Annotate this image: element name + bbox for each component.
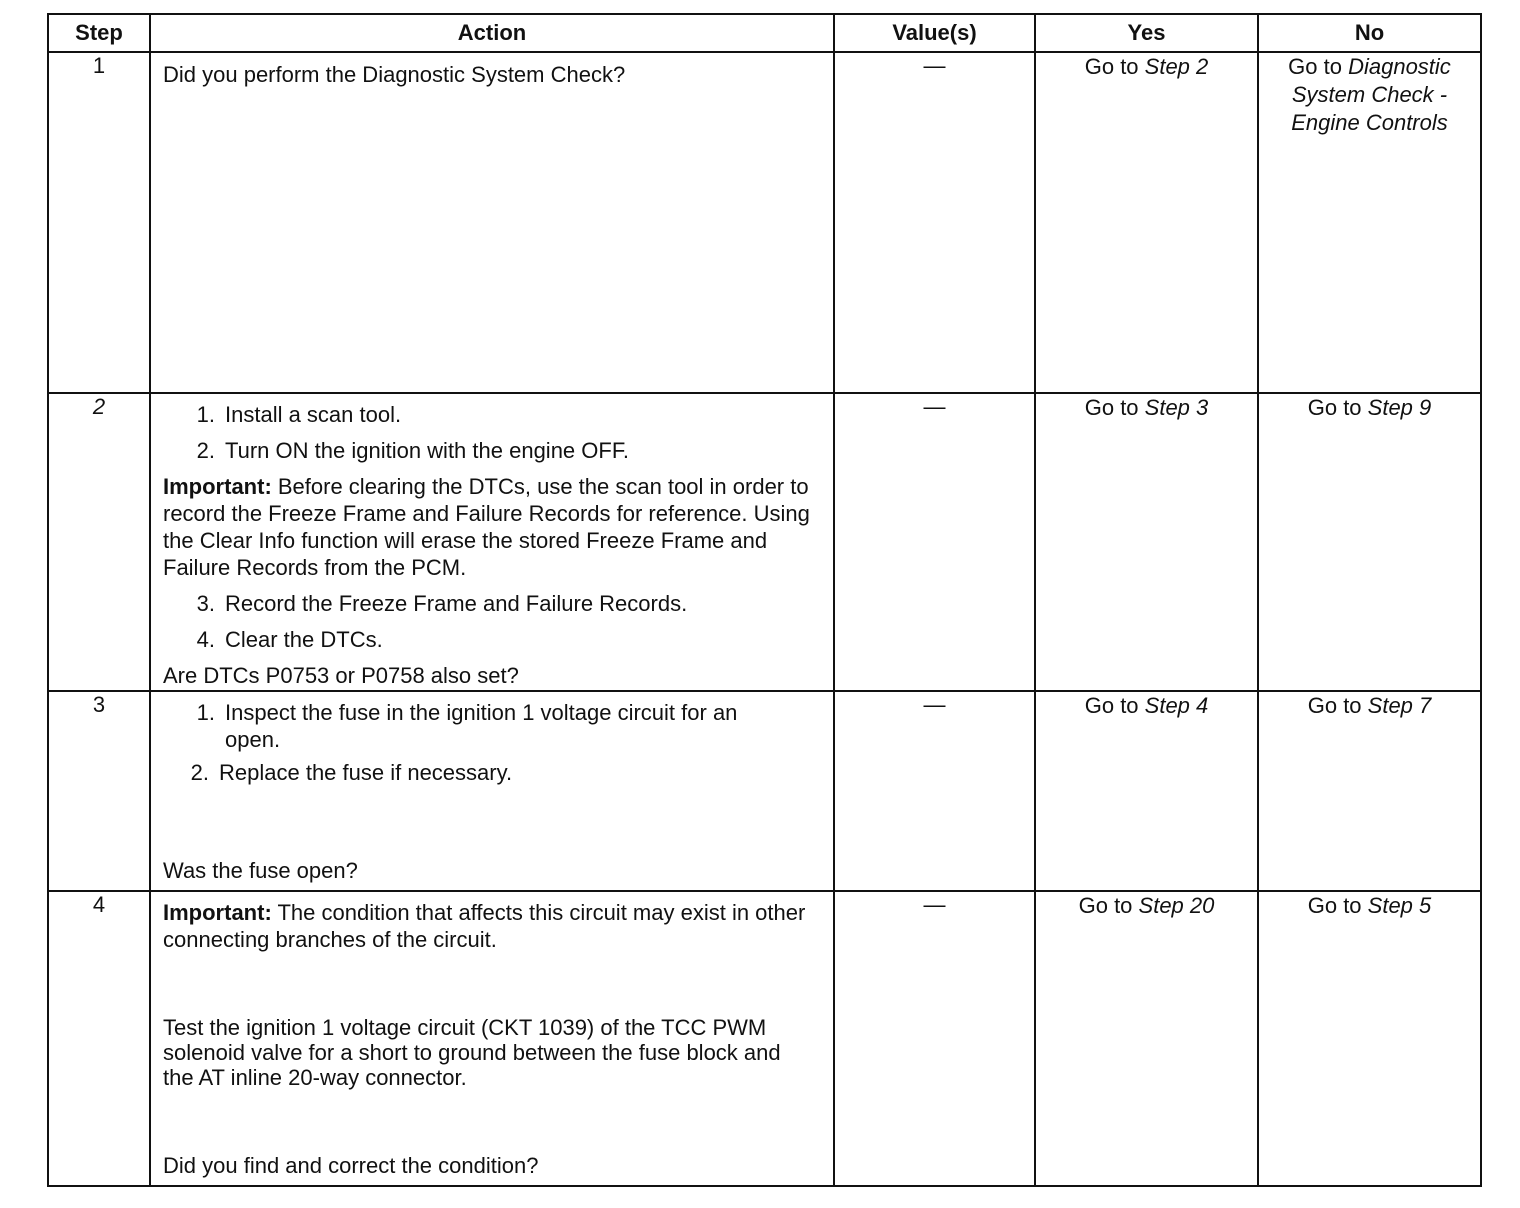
yes-step-ref: Step 2 bbox=[1144, 54, 1209, 79]
yes-prefix: Go to bbox=[1084, 395, 1145, 420]
no-prefix: Go to bbox=[1307, 395, 1368, 420]
yes-step-ref: Step 3 bbox=[1144, 395, 1209, 420]
list-text: Install a scan tool. bbox=[225, 402, 402, 427]
no-step-ref: Step 5 bbox=[1367, 893, 1432, 918]
yes-cell bbox=[1035, 393, 1258, 691]
test-instruction: Test the ignition 1 voltage circuit (CKT 1039) of the TCC PWM solenoid valve for a short to ground between the fuse block and the AT inline 20-way connector. bbox=[163, 1015, 781, 1090]
no-cell bbox=[1258, 52, 1481, 393]
list-text: Replace the fuse if necessary. bbox=[219, 760, 513, 785]
list-number: 4. bbox=[196, 627, 215, 652]
table-row bbox=[48, 891, 1481, 1186]
no-ref-line1: Diagnostic bbox=[1348, 54, 1451, 79]
header-action: Action bbox=[150, 14, 834, 52]
list-text: Clear the DTCs. bbox=[225, 627, 383, 652]
list-item bbox=[163, 437, 817, 464]
list-number: 1. bbox=[196, 700, 215, 725]
yes-prefix: Go to bbox=[1078, 893, 1139, 918]
list-number: 2. bbox=[190, 760, 209, 785]
action-cell bbox=[150, 52, 834, 393]
value-cell: — bbox=[834, 52, 1035, 393]
table-row bbox=[48, 691, 1481, 891]
important-text: The condition that affects this circuit may exist in other connecting branches of the circuit. bbox=[163, 900, 806, 952]
list-number: 2. bbox=[196, 438, 215, 463]
table-row bbox=[48, 52, 1481, 393]
action-cell bbox=[150, 393, 834, 691]
action-question: Did you find and correct the condition? bbox=[163, 1153, 539, 1178]
value-cell: — bbox=[834, 891, 1035, 1186]
important-text: Before clearing the DTCs, use the scan tool in order to record the Freeze Frame and Failure Records for reference. Using the Clear Info function will erase the stored Freeze Frame and Failure Records from the PCM. bbox=[163, 474, 810, 580]
list-item bbox=[163, 699, 817, 753]
list-item bbox=[163, 626, 817, 653]
header-values: Value(s) bbox=[834, 14, 1035, 52]
list-number: 1. bbox=[196, 402, 215, 427]
list-text: Turn ON the ignition with the engine OFF. bbox=[225, 438, 629, 463]
no-prefix: Go to bbox=[1307, 693, 1368, 718]
yes-cell bbox=[1035, 691, 1258, 891]
yes-cell bbox=[1035, 891, 1258, 1186]
no-prefix: Go to bbox=[1307, 893, 1368, 918]
step-number: 1 bbox=[48, 52, 150, 393]
diagnostic-table bbox=[47, 13, 1482, 1187]
table-row bbox=[48, 393, 1481, 691]
list-text: Record the Freeze Frame and Failure Records. bbox=[225, 591, 688, 616]
header-no: No bbox=[1258, 14, 1481, 52]
header-yes: Yes bbox=[1035, 14, 1258, 52]
no-ref-line3: Engine Controls bbox=[1291, 110, 1448, 135]
important-note bbox=[163, 899, 817, 953]
list-item bbox=[163, 401, 817, 428]
list-item bbox=[163, 759, 817, 786]
yes-step-ref: Step 4 bbox=[1144, 693, 1209, 718]
action-cell bbox=[150, 891, 834, 1186]
yes-prefix: Go to bbox=[1084, 693, 1145, 718]
no-cell bbox=[1258, 691, 1481, 891]
step-number: 4 bbox=[48, 891, 150, 1186]
action-cell bbox=[150, 691, 834, 891]
header-step: Step bbox=[48, 14, 150, 52]
list-number: 3. bbox=[196, 591, 215, 616]
no-cell bbox=[1258, 891, 1481, 1186]
list-item bbox=[163, 590, 817, 617]
yes-step-ref: Step 20 bbox=[1138, 893, 1215, 918]
no-ref-line2: System Check - bbox=[1291, 82, 1448, 107]
step-number: 3 bbox=[48, 691, 150, 891]
no-step-ref: Step 9 bbox=[1367, 395, 1432, 420]
list-text: Inspect the fuse in the ignition 1 voltage circuit for an open. bbox=[225, 700, 738, 752]
value-cell: — bbox=[834, 691, 1035, 891]
yes-cell bbox=[1035, 52, 1258, 393]
no-prefix: Go to bbox=[1288, 54, 1349, 79]
action-question: Did you perform the Diagnostic System Check? bbox=[163, 62, 626, 87]
yes-prefix: Go to bbox=[1084, 54, 1145, 79]
step-number: 2 bbox=[48, 393, 150, 691]
action-question: Was the fuse open? bbox=[163, 858, 358, 883]
important-note bbox=[163, 473, 817, 581]
no-cell bbox=[1258, 393, 1481, 691]
important-label: Important: bbox=[163, 474, 272, 499]
important-label: Important: bbox=[163, 900, 272, 925]
no-step-ref: Step 7 bbox=[1367, 693, 1432, 718]
value-cell: — bbox=[834, 393, 1035, 691]
header-row bbox=[48, 14, 1481, 52]
action-question: Are DTCs P0753 or P0758 also set? bbox=[163, 663, 519, 688]
